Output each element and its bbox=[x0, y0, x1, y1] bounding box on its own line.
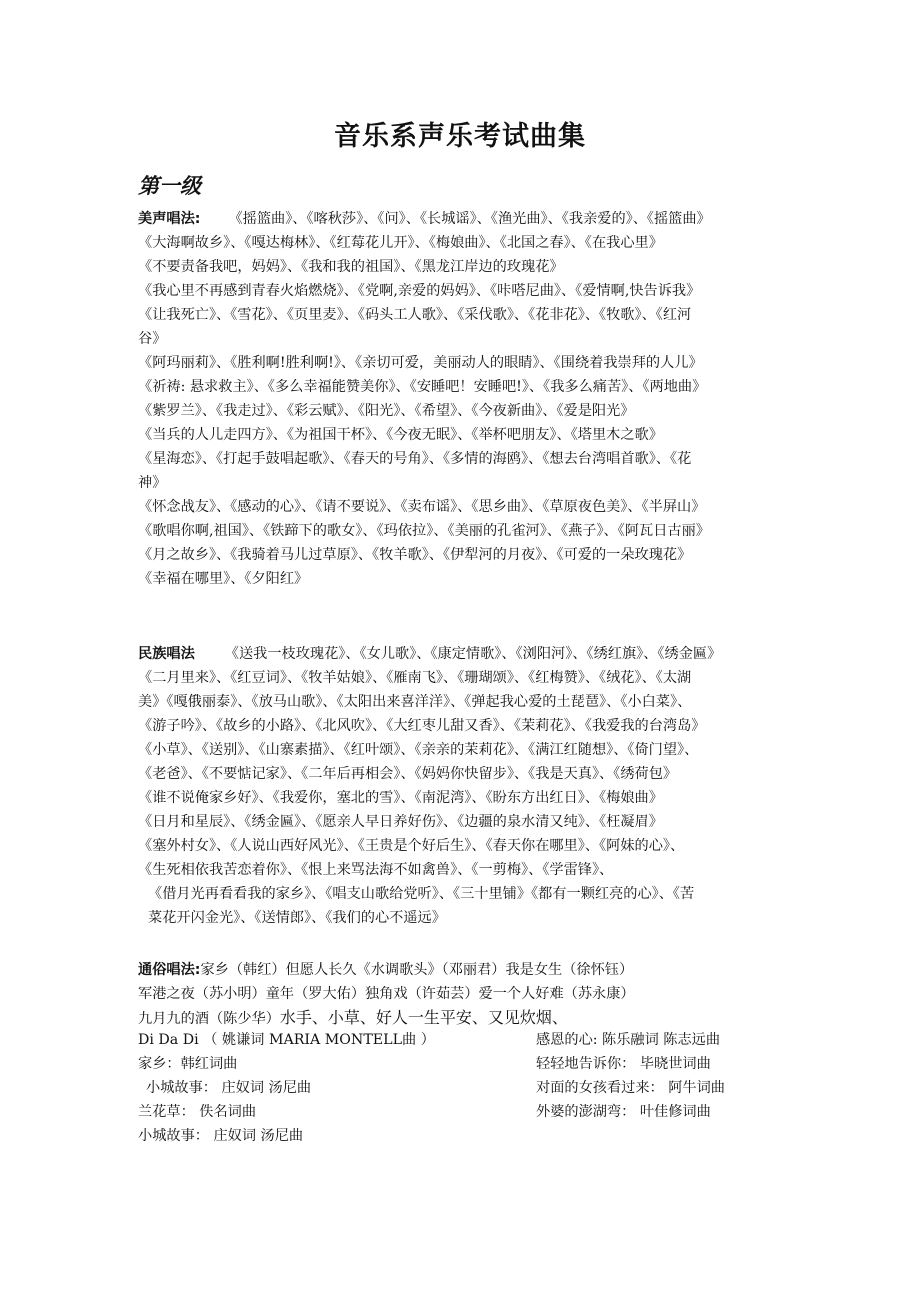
bel-canto-line: 《幸福在哪里》、《夕阳红》 bbox=[138, 571, 309, 587]
folk-line: 《谁不说俺家乡好》、《我爱你，塞北的雪》、《南泥湾》、《盼东方出红日》、《梅娘曲》 bbox=[138, 790, 663, 806]
level-heading: 第一级 bbox=[138, 174, 201, 198]
credit-row bbox=[138, 1076, 798, 1100]
popular-line: 九月九的酒（陈少华）水手、小草、好人一生平安、又见炊烟、 bbox=[138, 1008, 568, 1027]
credit-row bbox=[138, 1124, 798, 1148]
folk-line: 《生死相依我苦恋着你》、《恨上来骂法海不如禽兽》、《一剪梅》、《学雷锋》、 bbox=[138, 862, 614, 878]
bel-canto-line: 《我心里不再感到青春火焰燃烧》、《党啊,亲爱的妈妈》、《咔嗒尼曲》、《爱情啊,快告诉我》 bbox=[138, 283, 701, 299]
bel-canto-line: 谷》 bbox=[138, 331, 167, 347]
credit-right: 感恩的心: 陈乐融词 陈志远曲 bbox=[536, 1032, 721, 1048]
popular-heading: 通俗唱法: bbox=[138, 962, 201, 978]
popular-line: 通俗唱法:家乡（韩红）但愿人长久《水调歌头》（邓丽君）我是女生（徐怀钰） bbox=[138, 962, 634, 978]
popular-credits bbox=[138, 1028, 798, 1148]
folk-line: 菜花开闪金光》、《送情郎》、《我们的心不遥远》 bbox=[148, 910, 446, 926]
folk-line: 《日月和星辰》、《绣金匾》、《愿亲人早日养好伤》、《边疆的泉水清又纯》、《枉凝眉》 bbox=[138, 814, 663, 830]
credit-left: 家乡：韩红词曲 bbox=[138, 1056, 238, 1072]
bel-canto-section bbox=[138, 207, 790, 591]
bel-canto-line: 《大海啊故乡》、《嘎达梅林》、《红莓花儿开》、《梅娘曲》、《北国之春》、《在我心里》 bbox=[138, 235, 663, 251]
folk-heading: 民族唱法 bbox=[138, 646, 195, 662]
popular-section bbox=[138, 958, 790, 1031]
bel-canto-line: 《当兵的人儿走四方》、《为祖国干杯》、《今夜无眠》、《举杯吧朋友》、《塔里木之歌》 bbox=[138, 427, 663, 443]
folk-line: 《游子吟》、《故乡的小路》、《北风吹》、《大红枣儿甜又香》、《茉莉花》、《我爱我的台湾岛》 bbox=[138, 718, 706, 734]
page-title: 音乐系声乐考试曲集 bbox=[334, 121, 586, 152]
popular-line: 军港之夜（苏小明）童年（罗大佑）独角戏（许茹芸）爱一个人好难（苏永康） bbox=[138, 986, 635, 1002]
credit-right: 外婆的澎湖弯： 叶佳修词曲 bbox=[536, 1104, 711, 1120]
credit-row bbox=[138, 1028, 798, 1052]
bel-canto-heading: 美声唱法: bbox=[138, 211, 201, 227]
bel-canto-line: 《月之故乡》、《我骑着马儿过草原》、《牧羊歌》、《伊犁河的月夜》、《可爱的一朵玫瑰花》 bbox=[138, 547, 692, 563]
folk-line: 《小草》、《送别》、《山寨素描》、《红叶颂》、《亲亲的茉莉花》、《满江红随想》、《倚门望》、 bbox=[138, 742, 699, 758]
folk-line: 美》《嘎俄丽泰》、《放马山歌》、《太阳出来喜洋洋》、《弹起我心爱的土琵琶》、《小白菜》、 bbox=[138, 694, 692, 710]
bel-canto-line: 《怀念战友》、《感动的心》、《请不要说》、《卖布谣》、《思乡曲》、《草原夜色美》、《半屏山》 bbox=[138, 499, 706, 515]
bel-canto-line: 美声唱法: 《摇篮曲》、《喀秋莎》、《问》、《长城谣》、《渔光曲》、《我亲爱的》、《摇篮曲》 bbox=[138, 211, 711, 227]
bel-canto-line: 《让我死亡》、《雪花》、《页里麦》、《码头工人歌》、《采伐歌》、《花非花》、《牧歌》、《红河 bbox=[138, 307, 692, 323]
folk-line: 《塞外村女》、《人说山西好风光》、《王贵是个好后生》、《春天你在哪里》、《阿妹的心》、 bbox=[138, 838, 685, 854]
credit-row bbox=[138, 1100, 798, 1124]
folk-line: 民族唱法 《送我一枝玫瑰花》、《女儿歌》、《康定情歌》、《浏阳河》、《绣红旗》、《绣金匾》 bbox=[138, 646, 722, 662]
credit-left: 小城故事： 庄奴词 汤尼曲 bbox=[146, 1080, 312, 1096]
bel-canto-line: 神》 bbox=[138, 475, 167, 491]
credit-right: 轻轻地告诉你： 毕晓世词曲 bbox=[536, 1056, 711, 1072]
folk-line: 《老爸》、《不要惦记家》、《二年后再相会》、《妈妈你快留步》、《我是天真》、《绣荷包》 bbox=[138, 766, 678, 782]
bel-canto-line: 《祈祷: 悬求救主》、《多么幸福能赞美你》、《安睡吧！安睡吧!》、《我多么痛苦》、《两地曲》 bbox=[138, 379, 707, 395]
folk-line: 《二月里来》、《红豆词》、《牧羊姑娘》、《雁南飞》、《珊瑚颂》、《红梅赞》、《绒花》、《太湖 bbox=[138, 670, 692, 686]
credit-row bbox=[138, 1052, 798, 1076]
folk-section bbox=[138, 642, 790, 930]
bel-canto-line: 《阿玛丽莉》、《胜利啊!胜利啊!》、《亲切可爱，美丽动人的眼睛》、《围绕着我崇拜的人儿》 bbox=[138, 355, 703, 371]
credit-right: 对面的女孩看过来： 阿牛词曲 bbox=[536, 1080, 725, 1096]
bel-canto-line: 《星海恋》、《打起手鼓唱起歌》、《春天的号角》、《多情的海鸥》、《想去台湾唱首歌》、《花 bbox=[138, 451, 692, 467]
credit-left: 兰花草： 佚名词曲 bbox=[138, 1104, 257, 1120]
credit-left: 小城故事： 庄奴词 汤尼曲 bbox=[138, 1128, 304, 1144]
bel-canto-line: 《紫罗兰》、《我走过》、《彩云赋》、《阳光》、《希望》、《今夜新曲》、《爱是阳光》 bbox=[138, 403, 635, 419]
credit-left: Di Da Di （ 姚谦词 MARIA MONTELL曲 ） bbox=[138, 1032, 435, 1048]
bel-canto-line: 《不要责备我吧，妈妈》、《我和我的祖国》、《黑龙江岸边的玫瑰花》 bbox=[138, 259, 564, 275]
folk-line: 《借月光再看看我的家乡》、《唱支山歌给党听》、《三十里铺》《都有一颗红亮的心》、《苦 bbox=[148, 886, 695, 902]
bel-canto-line: 《歌唱你啊,祖国》、《铁蹄下的歌女》、《玛依拉》、《美丽的孔雀河》、《燕子》、《阿瓦日古丽》 bbox=[138, 523, 710, 539]
